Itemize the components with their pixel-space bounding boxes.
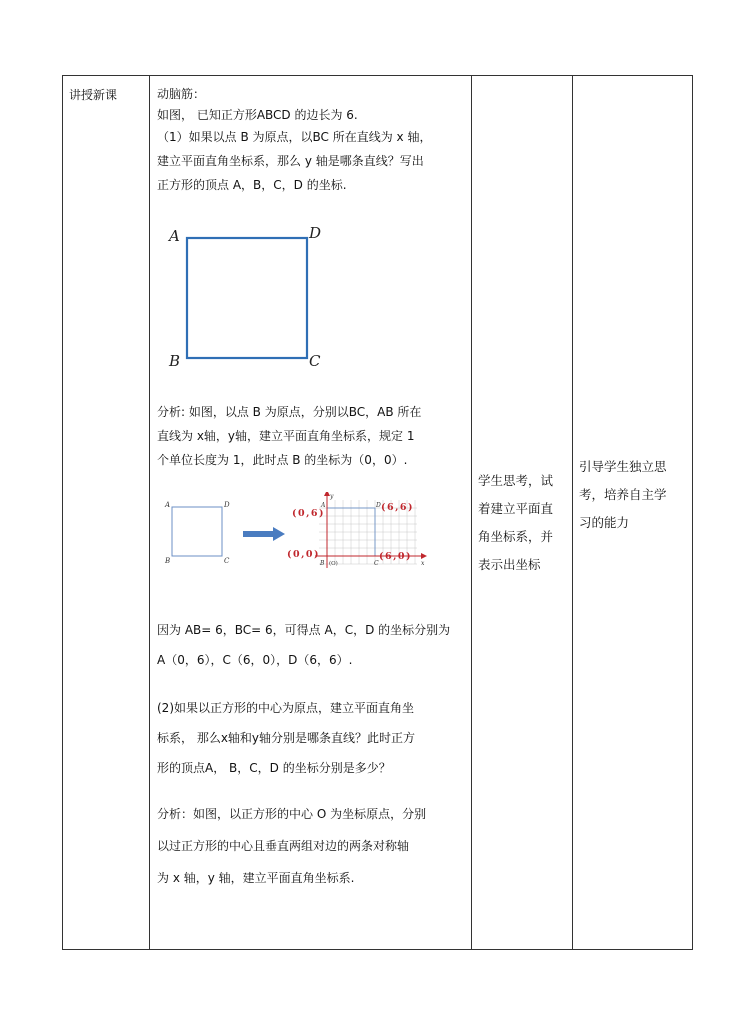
coord-d: (6,6)	[381, 502, 415, 513]
question-2-line: 形的顶点A， B，C，D 的坐标分别是多少？	[157, 761, 391, 775]
grid-label-c: C	[374, 560, 379, 567]
analysis-1-line: 个单位长度为 1，此时点 B 的坐标为（0，0）.	[157, 453, 408, 467]
question-2-line: 标系， 那么x轴和y轴分别是哪条直线？此时正方	[157, 731, 416, 745]
square-abcd	[187, 238, 307, 358]
coordinate-figure	[155, 492, 455, 592]
coord-o: (0,0)	[287, 549, 321, 560]
lesson-table	[62, 75, 693, 950]
axis-label-y: y	[330, 493, 334, 500]
question-2-line: (2)如果以正方形的中心为原点，建立平面直角坐	[157, 701, 414, 715]
question-1-line: （1）如果以点 B 为原点，以BC 所在直线为 x 轴，	[157, 130, 432, 144]
grid-label-o: (O)	[329, 561, 338, 567]
question-1-line: 建立平面直角坐标系，那么 y 轴是哪条直线？写出	[157, 154, 424, 168]
analysis-1-line: 分析: 如图，以点 B 为原点，分别以BC，AB 所在	[157, 405, 422, 419]
student-activity-line: 学生思考，试	[478, 472, 554, 488]
result-1-line: A（0，6），C（6，0），D（6，6）.	[157, 653, 353, 667]
result-1-line: 因为 AB= 6，BC= 6，可得点 A，C，D 的坐标分别为	[157, 623, 451, 637]
content-cell	[150, 76, 472, 950]
axis-label-x: x	[421, 560, 425, 567]
small-label-d: D	[224, 501, 230, 509]
intro-text: 如图， 已知正方形ABCD 的边长为 6.	[157, 108, 358, 122]
small-label-a: A	[165, 501, 171, 509]
student-activity-line: 表示出坐标	[478, 556, 541, 572]
grid-label-b: B	[320, 560, 325, 567]
square-figure	[163, 216, 323, 376]
heading: 动脑筋：	[157, 87, 206, 101]
vertex-label-a: A	[169, 227, 180, 245]
student-activity-line: 角坐标系，并	[478, 528, 554, 544]
analysis-2-line: 为 x 轴，y 轴，建立平面直角坐标系.	[157, 871, 355, 885]
small-square	[172, 507, 222, 556]
grid-label-d: D	[376, 502, 381, 509]
design-intent-cell	[573, 76, 693, 950]
stage-cell	[63, 76, 150, 950]
design-intent-line: 习的能力	[579, 514, 630, 530]
vertex-label-b: B	[169, 352, 181, 370]
x-axis-arrow-icon	[421, 553, 427, 559]
design-intent-line: 引导学生独立思	[579, 458, 667, 474]
small-label-b: B	[165, 557, 171, 565]
student-activity-line: 着建立平面直	[478, 500, 554, 516]
design-intent-line: 考，培养自主学	[579, 486, 667, 502]
analysis-1-line: 直线为 x轴，y轴，建立平面直角坐标系，规定 1	[157, 429, 415, 443]
vertex-label-c: C	[309, 352, 321, 370]
student-activity-cell	[472, 76, 573, 950]
small-label-c: C	[224, 557, 230, 565]
grid-label-a: A	[321, 502, 326, 509]
coord-a: (0,6)	[292, 508, 326, 519]
coord-c: (6,0)	[379, 551, 413, 562]
stage-label: 讲授新课	[69, 88, 118, 102]
question-1-line: 正方形的顶点 A，B，C，D 的坐标.	[157, 178, 347, 192]
analysis-2-line: 分析：如图，以正方形的中心 O 为坐标原点，分别	[157, 807, 427, 821]
transform-arrow-icon	[243, 527, 285, 541]
analysis-2-line: 以过正方形的中心且垂直两组对边的两条对称轴	[157, 839, 410, 853]
vertex-label-d: D	[309, 224, 322, 242]
